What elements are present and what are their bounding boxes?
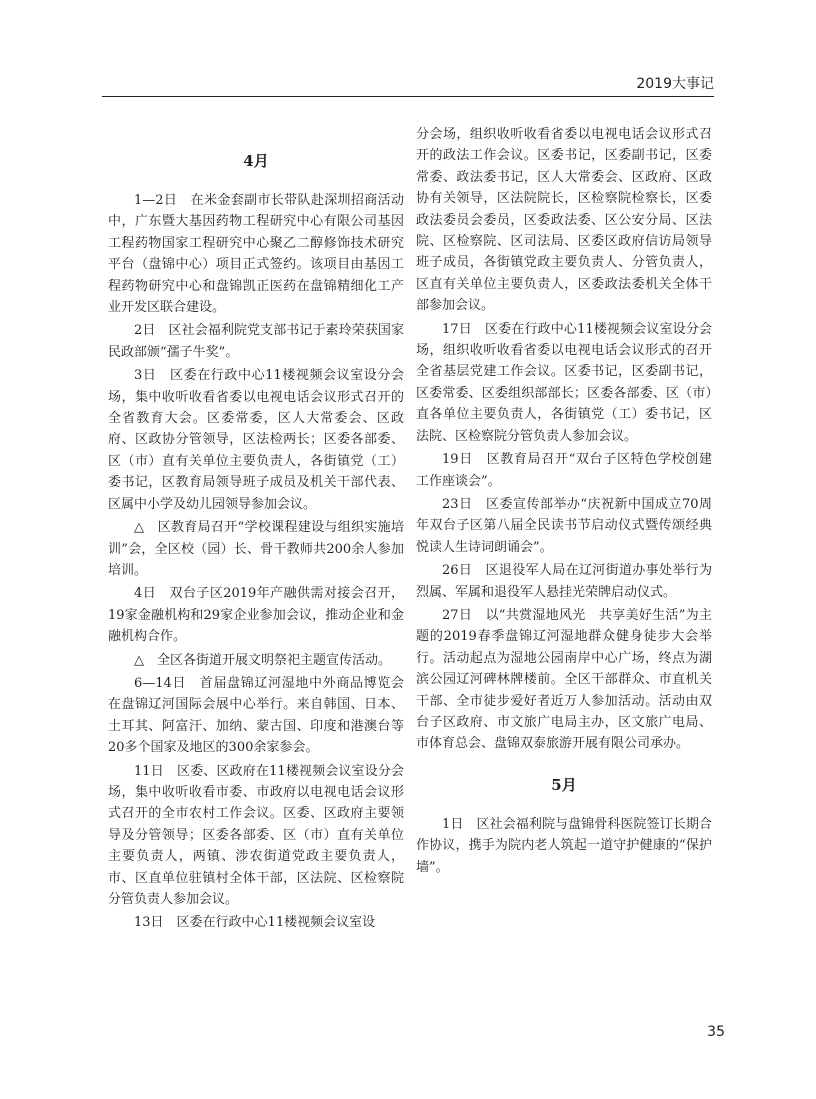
entry-apr-13: 13日 区委在行政中心11楼视频会议室设 — [134, 915, 376, 931]
entry-may-1: 1日 区社会福利院与盘锦骨科医院签订长期合作协议，携手为院内老人筑起一道守护健康的“保护墙”。 — [416, 816, 712, 875]
entry-apr-17: 17日 区委在行政中心11楼视频会议室设分会场，组织收听收看省委以电视电话会议形式的召开全省基层党建工作会议。区委书记，区委副书记，区委常委、区委组织部部长；区委各部委、区（市）直各单位主要负责人，各街镇党（工）委书记，区法院、区检察院分管负责人参加会议。 — [416, 321, 712, 444]
month-heading-may: 5月 — [551, 775, 577, 794]
entry-apr-4-b: △ 全区各街道开展文明祭祀主题宣传活动。 — [134, 652, 391, 668]
entry-apr-3: 3日 区委在行政中心11楼视频会议室设分会场，集中收听收看省委以电视电话会议形式召开的全省教育大会。区委常委，区人大常委会、区政府、区政协分管领导，区法检两长；区委各部委、区（市）直有关单位主要负责人，各街镇党（工）委书记，区教育局领导班子成员及机关干部代表、区属中小学及幼儿园领导参加会议。 — [108, 368, 404, 512]
entry-apr-3-b: △ 区教育局召开“学校课程建设与组织实施培训”会，全区校（园）长、骨干教师共200余人参加培训。 — [108, 520, 404, 578]
entry-apr-11: 11日 区委、区政府在11楼视频会议室设分会场，集中收听收看市委、市政府以电视电话会议形式召开的全市农村工作会议。区委、区政府主要领导及分管领导；区委各部委、区（市）直有关单位主要负责人，两镇、涉农街道党政主要负责人，市、区直单位驻镇村全体干部，区法院、区检察院分管负责人参加会议。 — [108, 763, 404, 907]
entry-apr-26: 26日 区退役军人局在辽河街道办事处举行为烈属、军属和退役军人悬挂光荣牌启动仪式。 — [416, 563, 712, 600]
running-header-title: 2019大事记 — [636, 76, 714, 92]
entry-apr-19: 19日 区教育局召开“双台子区特色学校创建工作座谈会”。 — [416, 452, 712, 489]
page-number: 35 — [707, 1024, 725, 1040]
entry-apr-23: 23日 区委宣传部举办“庆祝新中国成立70周年双台子区第八届全民读书节启动仪式暨传颂经典悦读人生诗词朗诵会”。 — [416, 496, 712, 555]
entry-apr-1-2: 1—2日 在米金套副市长带队赴深圳招商活动中，广东暨大基因药物工程研究中心有限公司基因工程药物国家工程研究中心聚乙二醇修饰技术研究平台（盘锦中心）项目正式签约。该项目由基因工程药物研究中心和盘锦凯正医药在盘锦精细化工产业开发区联合建设。 — [108, 193, 404, 316]
header-rule — [102, 96, 714, 97]
entry-apr-27: 27日 以“共赏湿地风光 共享美好生活”为主题的2019春季盘锦辽河湿地群众健身徒步大会举行。活动起点为湿地公园南岸中心广场，终点为湖滨公园辽河碑林牌楼前。全区干部群众、市直机关干部、全市徒步爱好者近万人参加活动。活动由双台子区政府、市文旅广电局主办，区文旅广电局、市体育总会、盘锦双泰旅游开展有限公司承办。 — [416, 607, 712, 752]
entry-apr-6-14: 6—14日 首届盘锦辽河湿地中外商品博览会在盘锦辽河国际会展中心举行。来自韩国、日本、土耳其、阿富汗、加纳、蒙古国、印度和港澳台等20多个国家及地区的300余家参会。 — [108, 675, 404, 756]
right-column — [416, 124, 712, 878]
entry-apr-13-continued: 分会场，组织收听收看省委以电视电话会议形式召开的政法工作会议。区委书记，区委副书记，区委常委、政法委书记，区人大常委会、区政府、区政协有关领导，区法院院长，区检察院检察长，区委政法委员会委员，区委政法委、区公安分局、区法院、区检察院、区司法局、区委区政府信访局领导班子成员，各街镇党政主要负责人、分管负责人，区直有关单位主要负责人，区委政法委机关全体干部参加会议。 — [416, 127, 712, 314]
month-heading-april: 4月 — [243, 152, 269, 170]
left-column — [108, 124, 404, 934]
entry-apr-4: 4日 双台子区2019年产融供需对接会召开，19家金融机构和29家企业参加会议，推动企业和金融机构合作。 — [108, 586, 404, 645]
entry-apr-2: 2日 区社会福利院党支部书记于素玲荣获国家民政部颁“孺子牛奖”。 — [108, 323, 404, 360]
